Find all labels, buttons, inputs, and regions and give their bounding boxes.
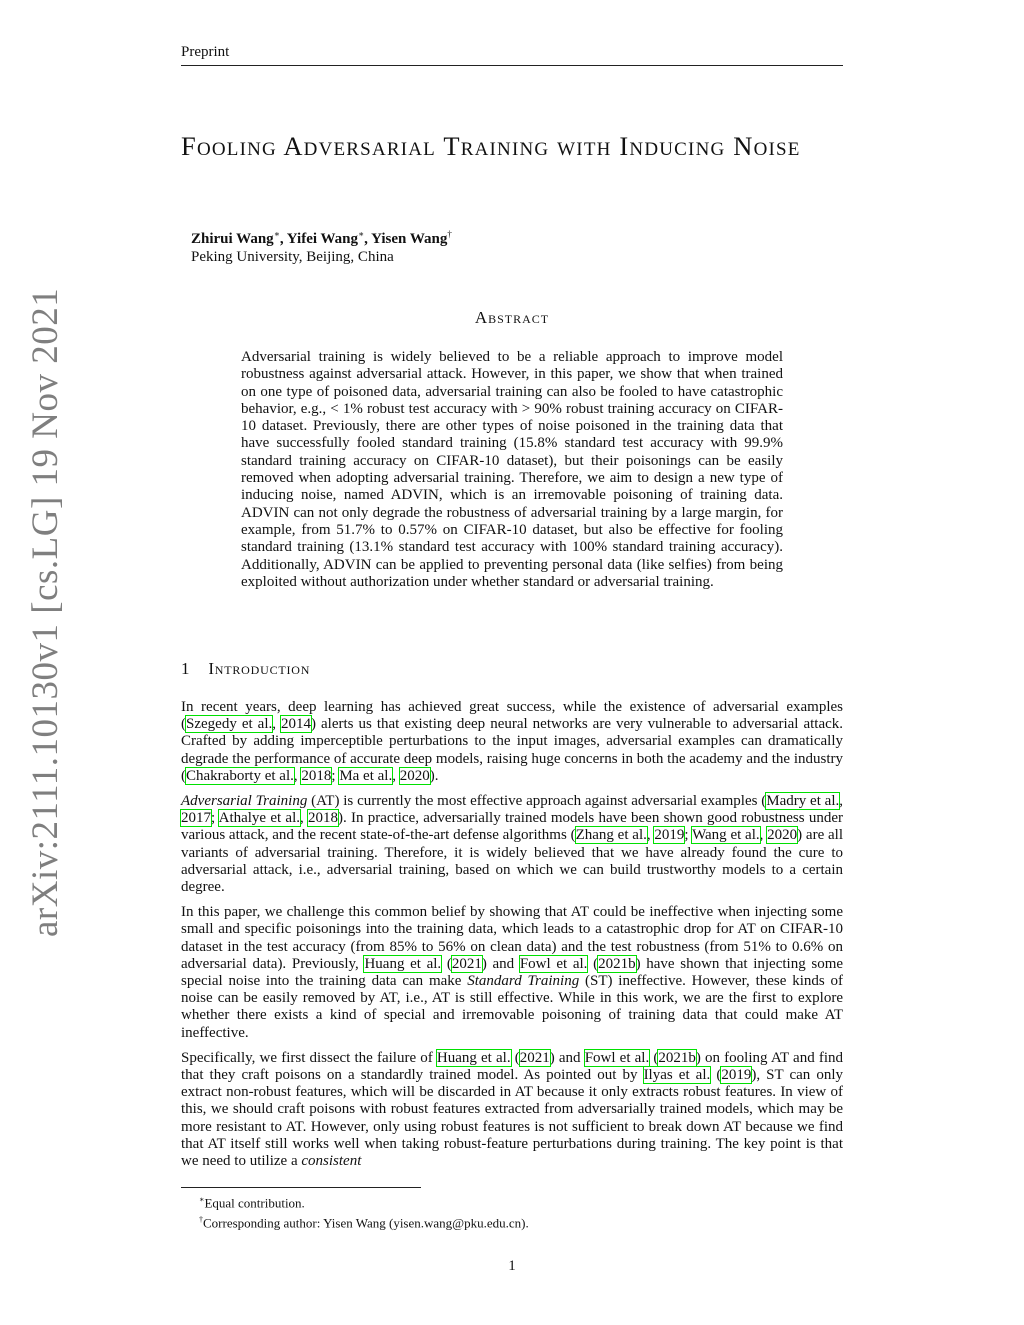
text-run: , (293, 767, 302, 784)
citation-link[interactable]: 2020 (399, 767, 430, 784)
citation-link[interactable]: Madry et al. (766, 793, 840, 810)
citation-link[interactable]: Zhang et al. (575, 827, 647, 844)
citation-link[interactable]: 2019 (721, 1067, 752, 1084)
text-run: ) and (549, 1049, 585, 1066)
citation-link[interactable]: 2018 (301, 767, 332, 784)
text-run: ; (684, 827, 693, 844)
citation-link[interactable]: Ma et al. (339, 767, 393, 784)
text-run: In recent years, deep learning has achieved great success, while the existence of adversarial examples ( (181, 699, 843, 733)
emphasis-text: Adversarial Training (181, 793, 308, 810)
body-text (181, 699, 843, 1178)
citation-link[interactable]: 2014 (281, 716, 312, 733)
text-run: ) are all variants of adversarial training. Therefore, it is widely believed that we have already found the cure to adversarial attack, i.e., adversarial training, based on which we can build trustworthy models to a certain degree. (181, 827, 843, 896)
text-run: ; (331, 767, 340, 784)
text-run: (AT) is currently the most effective approach against adversarial examples ( (307, 793, 767, 810)
text-run: , (392, 767, 400, 784)
page-number: 1 (508, 1258, 516, 1274)
text-run: ( (710, 1067, 722, 1084)
citation-link[interactable]: Athalye et al. (218, 810, 301, 827)
citation-link[interactable]: 2017 (181, 810, 211, 827)
paragraph (181, 793, 843, 896)
text-run: ) on fooling AT and find that they craft poisons on a standardly trained model. As pointed out by (181, 1049, 844, 1084)
text-run: ). (429, 767, 439, 784)
text-run: ), ST can only extract non-robust features, which will be discarded in AT because it only extracts robust features. In view of this, we should craft poisons with robust features extracted from adversarially trained models, which may be more resistant to AT. However, only using robust features is not sufficient to break down AT because we find that AT itself still works well when taking robust-feature perturbations during training. The key point is that we need to utilize a (181, 1067, 844, 1170)
text-run: , (272, 716, 282, 733)
footnote-1 (199, 1191, 529, 1211)
footnotes (199, 1191, 529, 1232)
citation-link[interactable]: 2021 (451, 955, 482, 972)
citation-link[interactable]: Ilyas et al. (643, 1067, 711, 1084)
abstract-heading: Abstract (474, 308, 550, 327)
text-run: ( (587, 955, 599, 972)
citation-link[interactable]: Fowl et al. (584, 1049, 650, 1066)
paragraph (181, 1050, 843, 1170)
text-run: ) alerts us that existing deep neural networks are very vulnerable to adversarial attack. Crafted by adding imperceptible perturbations to the input images, adversarial examples can dramatically degrade the performance of accurate deep models, raising huge concerns in both the academy and the industry ( (181, 716, 844, 784)
affiliation: Peking University, Beijing, China (191, 249, 394, 265)
author-mark: † (447, 229, 452, 239)
citation-link[interactable]: Huang et al. (364, 955, 442, 972)
footnote-text: Corresponding author: Yisen Wang (yisen.wang@pku.edu.cn). (203, 1215, 529, 1231)
header-rule (181, 65, 843, 66)
citation-link[interactable]: 2021b (658, 1049, 696, 1066)
author-names (191, 225, 452, 248)
citation-link[interactable]: Szegedy et al. (186, 716, 273, 733)
footnote-mark: † (199, 1215, 203, 1225)
emphasis-text: Standard Training (467, 973, 580, 990)
author-name: Yisen Wang (371, 231, 448, 247)
author-block (191, 225, 452, 266)
section-heading (181, 659, 310, 679)
section-title: Introduction (208, 659, 311, 678)
running-head: Preprint (181, 44, 230, 60)
author-separator: , (364, 231, 372, 247)
author-mark: ∗ (358, 229, 365, 239)
text-run: , (759, 827, 768, 844)
text-run: ) have shown that injecting some special noise into the training data can make (181, 955, 844, 990)
text-run: , (839, 793, 844, 810)
citation-link[interactable]: Wang et al. (692, 827, 760, 844)
abstract-text: Adversarial training is widely believed to be a reliable approach to improve model robustness against adversarial attack. However, in this paper, we show that when trained on one type of poisoned data, adversarial training can also be fooled to have catastrophic behavior, e.g., < 1% robust test accuracy with > 90% robust training accuracy on CIFAR-10 dataset. Previously, there are other types of noise poisoned in the training data that have successfully fooled standard training (15.8% standard test accuracy with 99.9% standard training accuracy on CIFAR-10 dataset), but their poisonings can be easily removed when adopting adversarial training. Therefore, we aim to design a new type of inducing noise, named ADVIN, which is an irremovable poisoning of training data. ADVIN can not only degrade the robustness of adversarial training by a large margin, for example, from 51.7% to 0.57% on CIFAR-10 dataset, but also be effective for fooling standard training (13.1% standard test accuracy with 100% standard training accuracy). Additionally, ADVIN can be applied to preventing personal data (like selfies) from being exploited without authorization under whether standard or adversarial training. (241, 349, 783, 590)
text-run: Specifically, we first dissect the failure of (181, 1049, 437, 1066)
citation-link[interactable]: 2019 (654, 827, 685, 844)
emphasis-text: consistent (301, 1153, 362, 1170)
footnote-rule (181, 1187, 421, 1188)
paragraph (181, 904, 843, 1042)
arxiv-stamp: arXiv:2111.10130v1 [cs.LG] 19 Nov 2021 (25, 287, 66, 937)
paragraph (181, 699, 843, 785)
citation-link[interactable]: Huang et al. (436, 1049, 511, 1066)
text-run: ( (441, 955, 452, 972)
citation-link[interactable]: 2021 (519, 1049, 550, 1066)
text-run: ( (649, 1049, 659, 1066)
footnote-text: Equal contribution. (204, 1195, 305, 1211)
paper-title: Fooling Adversarial Training with Inducing Noise (181, 131, 801, 161)
citation-link[interactable]: 2018 (308, 810, 339, 827)
text-run: ( (510, 1049, 520, 1066)
citation-link[interactable]: 2020 (767, 827, 798, 844)
text-run: ). In practice, adversarially trained models have been shown good robustness under various attack, and the recent state-of-the-art defense algorithms ( (181, 810, 844, 844)
citation-link[interactable]: 2021b (598, 955, 636, 972)
author-separator: , (279, 231, 287, 247)
citation-link[interactable]: Chakraborty et al. (186, 767, 294, 784)
text-run: (ST) ineffective. However, these kinds of noise can be easily removed by AT, i.e., AT is still effective. While in this work, we are the first to explore whether there exists a kind of special and irremovable poisoning of training data that could make AT ineffective. (181, 973, 844, 1041)
text-run: ; (211, 810, 219, 827)
citation-link[interactable]: Fowl et al. (519, 955, 588, 972)
text-run: , (300, 810, 309, 827)
author-name: Zhirui Wang (191, 231, 274, 247)
footnote-2 (199, 1211, 529, 1231)
author-mark: ∗ (273, 229, 280, 239)
text-run: , (646, 827, 655, 844)
author-name: Yifei Wang (286, 231, 359, 247)
footnote-mark: ∗ (199, 1195, 205, 1204)
section-number: 1 (181, 659, 191, 678)
text-run: ) and (481, 955, 520, 972)
text-run: In this paper, we challenge this common belief by showing that AT could be ineffective when injecting some small and specific poisonings into the training data, which leads to a catastrophic drop for AT on CIFAR-10 dataset in the test accuracy (from 85% to 56% on clean data) and the test robustness (from 51% to 0.6% on adversarial data). Previously, (181, 904, 843, 972)
